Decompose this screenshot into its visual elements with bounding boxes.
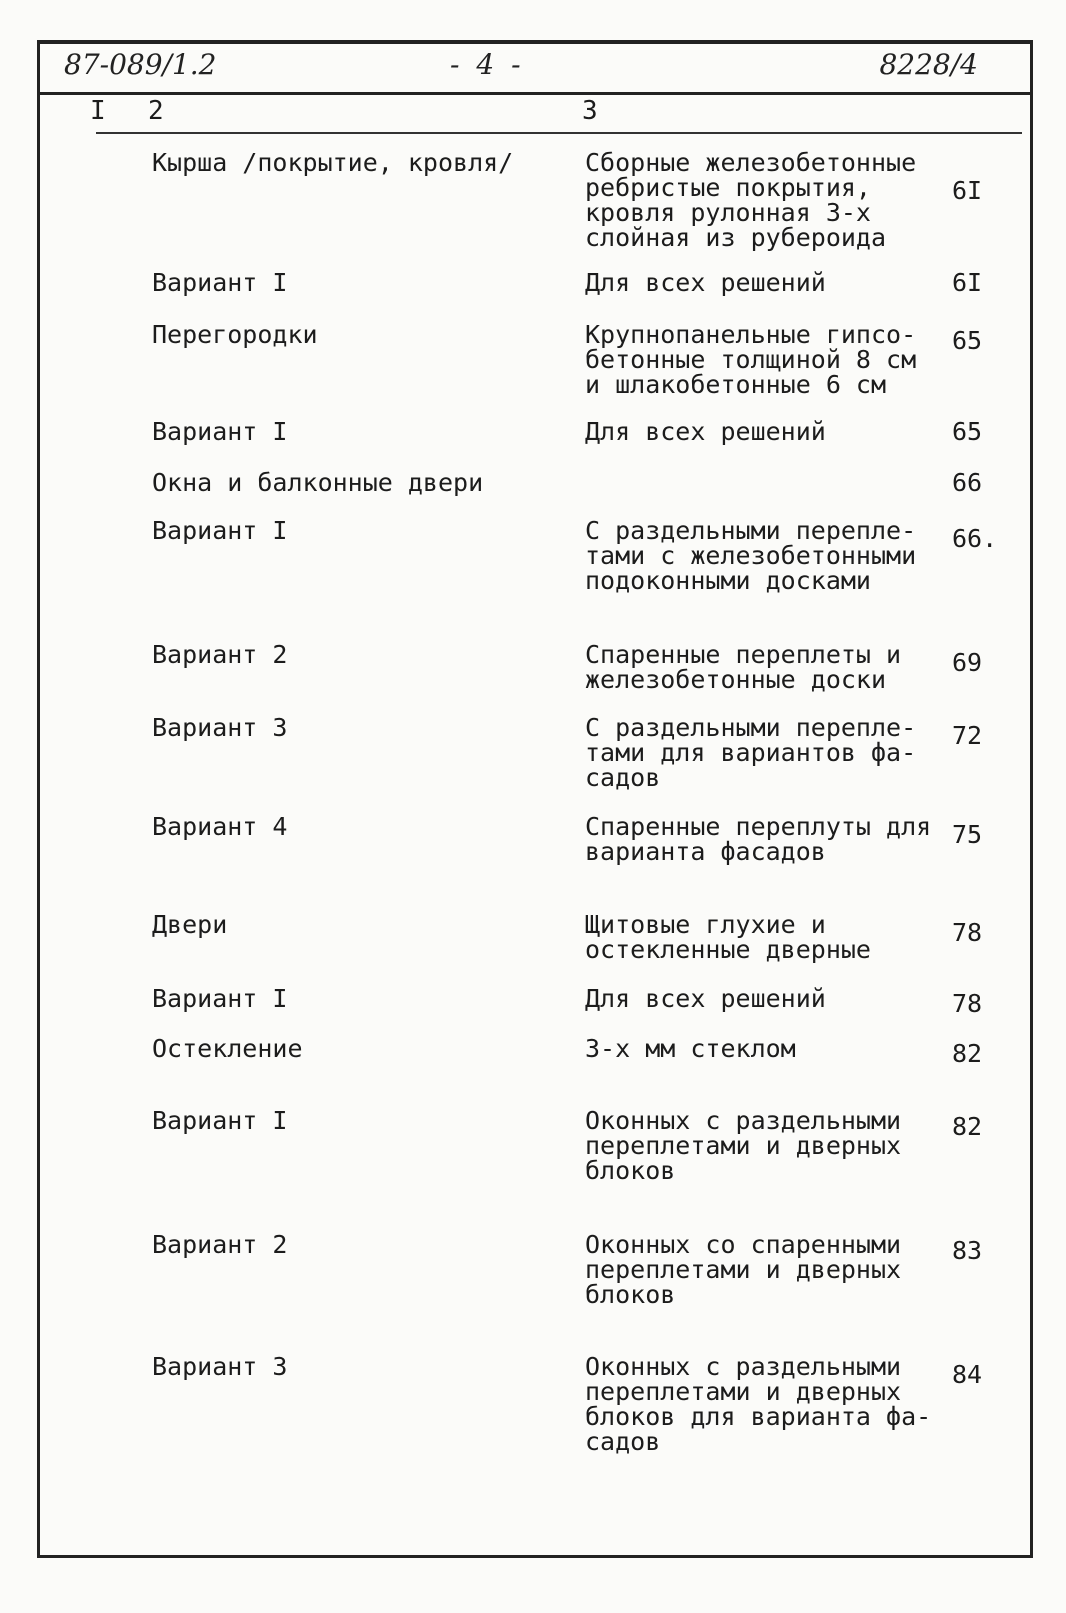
row-description: С раздельными перепле- тами для вариантов фа- садов <box>585 713 917 792</box>
row-description: Для всех решений <box>585 984 826 1013</box>
row-page: 6I <box>952 176 983 205</box>
header-divider <box>96 132 1022 134</box>
row-name: Кырша /покрытие, кровля/ <box>152 148 514 177</box>
row-description: Сборные железобетонные ребристые покрытия, кровля рулонная 3-х слойная из рубероида <box>585 148 917 252</box>
row-page: 66. <box>952 524 998 553</box>
row-page: 82 <box>952 1112 983 1141</box>
row-page: 66 <box>952 468 983 497</box>
row-page: 72 <box>952 721 983 750</box>
row-description: 3-х мм стеклом <box>585 1034 796 1063</box>
row-name: Вариант 4 <box>152 812 288 841</box>
row-name: Вариант 3 <box>152 1352 288 1381</box>
row-description: Для всех решений <box>585 417 826 446</box>
row-description: Спаренные переплеты и железобетонные доски <box>585 640 902 694</box>
row-name: Двери <box>152 910 228 939</box>
row-page: 69 <box>952 648 983 677</box>
row-description: Крупнопанельные гипсо- бетонные толщиной 8 см и шлакобетонные 6 см <box>585 320 917 399</box>
row-description: Оконных с раздельными переплетами и дверных блоков <box>585 1106 902 1185</box>
row-description: Щитовые глухие и остекленные дверные <box>585 910 871 964</box>
row-name: Вариант I <box>152 268 288 297</box>
row-name: Вариант I <box>152 1106 288 1135</box>
row-page: 78 <box>952 989 983 1018</box>
header-bar <box>40 44 1030 95</box>
row-description: Оконных со спаренными переплетами и дверных блоков <box>585 1230 902 1309</box>
sheet-number: 8228/4 <box>879 48 978 81</box>
row-name: Окна и балконные двери <box>152 468 484 497</box>
row-description: Спаренные переплуты для варианта фасадов <box>585 812 932 866</box>
row-name: Перегородки <box>152 320 318 349</box>
row-name: Вариант I <box>152 417 288 446</box>
column-header-3: 3 <box>582 96 598 126</box>
row-description: Оконных с раздельными переплетами и дверных блоков для варианта фа- садов <box>585 1352 932 1456</box>
column-header-2: 2 <box>148 96 164 126</box>
row-description: Для всех решений <box>585 268 826 297</box>
page-number: - 4 - <box>450 48 525 81</box>
row-name: Вариант 2 <box>152 640 288 669</box>
row-page: 83 <box>952 1236 983 1265</box>
row-name: Вариант I <box>152 516 288 545</box>
row-page: 6I <box>952 268 983 297</box>
row-page: 82 <box>952 1039 983 1068</box>
column-header-1: I <box>90 96 106 126</box>
row-page: 84 <box>952 1360 983 1389</box>
row-page: 78 <box>952 918 983 947</box>
doc-code: 87-089/1.2 <box>64 48 217 81</box>
page-frame <box>37 40 1033 1558</box>
row-name: Вариант 3 <box>152 713 288 742</box>
row-page: 75 <box>952 820 983 849</box>
row-page: 65 <box>952 417 983 446</box>
row-name: Вариант I <box>152 984 288 1013</box>
row-name: Остекление <box>152 1034 303 1063</box>
row-name: Вариант 2 <box>152 1230 288 1259</box>
row-description: С раздельными перепле- тами с железобетонными подоконными досками <box>585 516 917 595</box>
row-page: 65 <box>952 326 983 355</box>
